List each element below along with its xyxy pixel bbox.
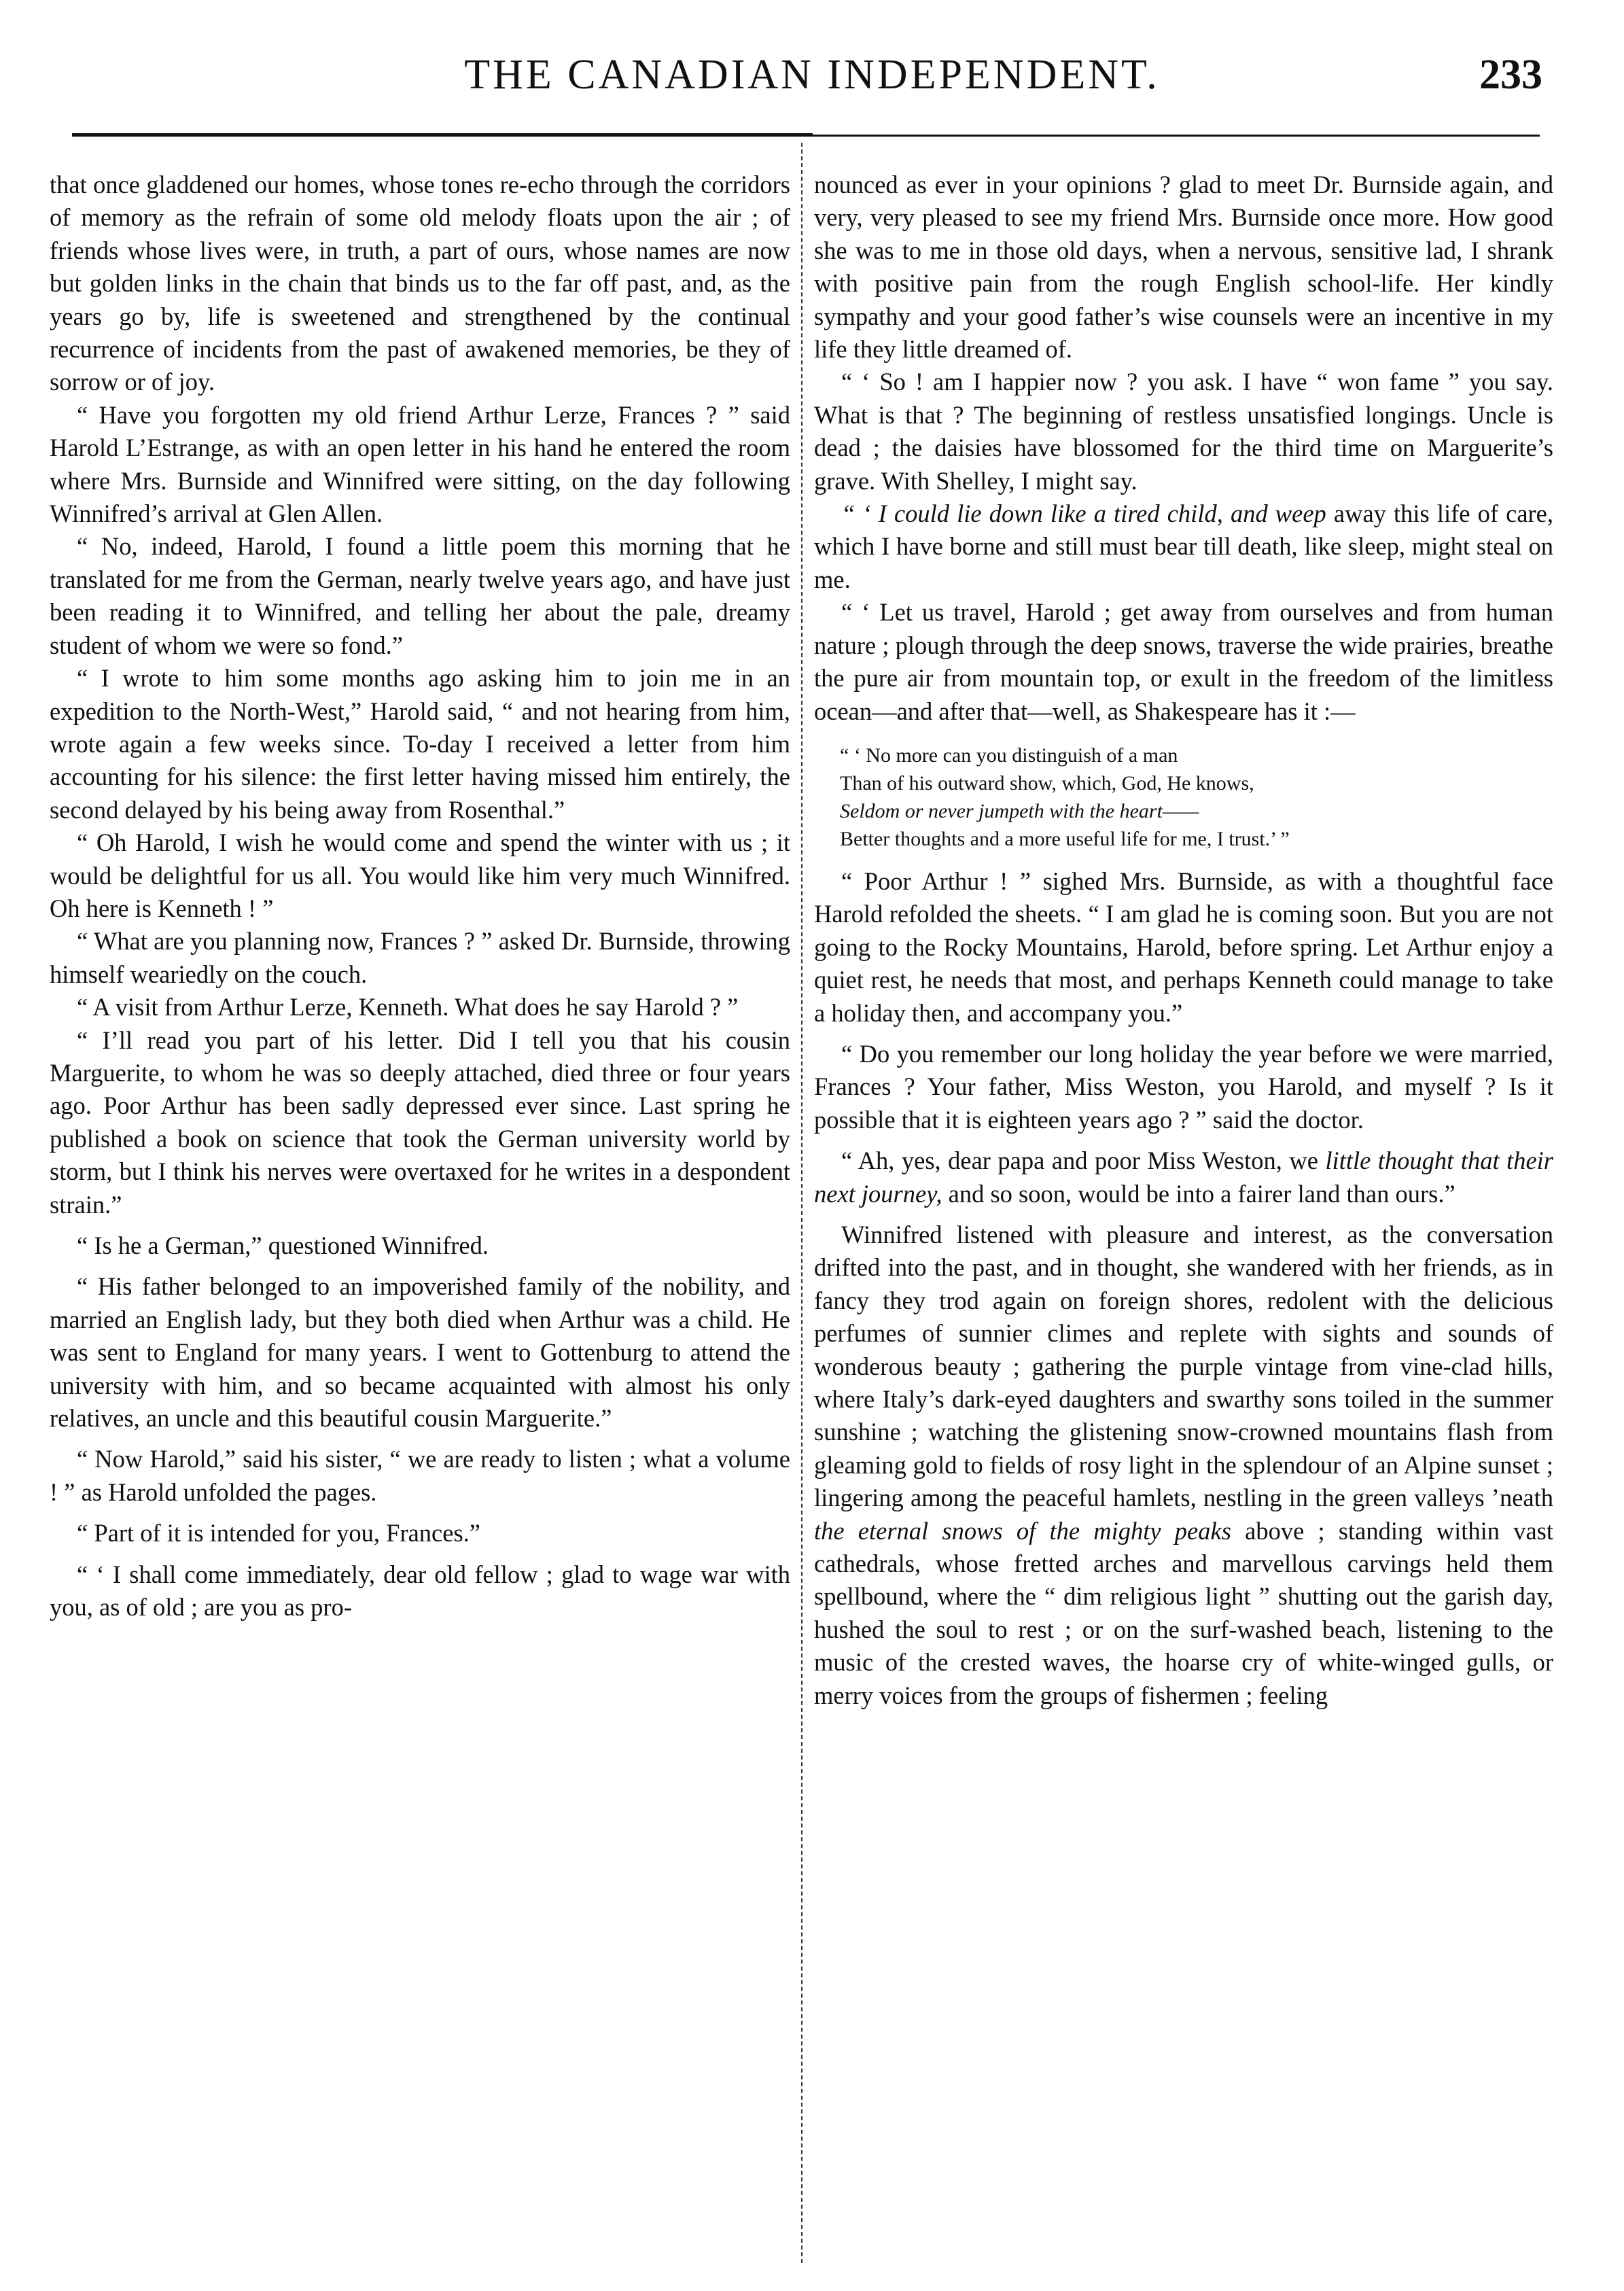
verse-line: “ ‘ No more can you distinguish of a man — [840, 744, 1178, 767]
paragraph: “ No, indeed, Harold, I found a little poem this morning that he translated for me from the German, nearly twelve years ago, and have just been reading it to Winnifred, and telling her about the pale, dreamy student of whom we were so fond.” — [50, 532, 790, 659]
paragraph-text: and so soon, would be into a fairer land than ours.” — [948, 1179, 1455, 1208]
page-header — [75, 48, 1549, 102]
page-number: 233 — [1479, 52, 1542, 98]
italic-quotation: “ ‘ I could lie down like a tired child, and weep — [841, 500, 1326, 528]
paragraph: that once gladdened our homes, whose tones re-echo through the corridors of memory as the refrain of some old melody floats upon the air ; of friends whose lives were, in truth, a part of ours, whose names are now but golden links in the chain that binds us to the far off past, and, as the years go by, life is sweetened and strengthened by the continual recurrence of incidents from the past of awakened memories, be they of sorrow or of joy. — [50, 171, 790, 396]
paragraph-text: “ Ah, yes, dear papa and poor Miss Weston, we — [841, 1147, 1318, 1175]
masthead-title: THE CANADIAN INDEPENDENT. — [464, 52, 1160, 98]
paragraph: “ Do you remember our long holiday the year before we were married, Frances ? Your father, Miss Weston, you Harold, and myself ? Is it possible that it is eighteen years ago ? ” said the doctor. — [814, 1039, 1553, 1134]
paragraph: “ ‘ So ! am I happier now ? you ask. I have “ won fame ” you say. What is that ? The beginning of restless unsatisfied longings. Uncle is dead ; the daisies have blossomed for the third time on Marguerite’s grave. With Shelley, I might say. — [814, 368, 1553, 495]
paragraph: “ I’ll read you part of his letter. Did I tell you that his cousin Marguerite, to whom he was so deeply attached, died three or four years ago. Poor Arthur has been sadly depressed ever since. Last spring he published a book on science that took the German university world by storm, but I think his nerves were overtaxed for he writes in a despondent strain.” — [50, 1026, 790, 1219]
paragraph: “ His father belonged to an impoverished family of the nobility, and married an English lady, but they both died when Arthur was a child. He was sent to England for many years. I went to Gottenburg to attend the university with him, and so became acquainted with almost his only relatives, an uncle and this beautiful cousin Marguerite.” — [50, 1272, 790, 1433]
italic-phrase: little thought that their next journey, — [814, 1147, 1553, 1208]
paragraph: “ Is he a German,” questioned Winnifred. — [77, 1231, 489, 1259]
paragraph-text: Winnifred listened with pleasure and interest, as the conversation drifted into the past, and in thought, she wandered with her friends, as in fancy they trod again on foreign shores, redolent with the delicious perfumes of sunnier climes and replete with sights and sounds of wonderous beauty ; gathering the purple vintage from vine-clad hills, where Italy’s dark-eyed daughters and swarthy sons toiled in the summer sunshine ; watching the glistening snow-crowned mountains flash from gleaming gold to fields of rosy light in the splendour of an Alpine sunset ; lingering among the peaceful hamlets, nestling in the green valleys ’neath — [814, 1220, 1553, 1512]
verse-quotation — [840, 741, 1553, 853]
paragraph: “ What are you planning now, Frances ? ” asked Dr. Burnside, throwing himself weariedly on the couch. — [50, 927, 790, 988]
verse-line: Better thoughts and a more useful life for me, I trust.’ ” — [840, 827, 1290, 850]
verse-line: Than of his outward show, which, God, He knows, — [840, 771, 1254, 794]
paragraph: “ ‘ I shall come immediately, dear old fellow ; glad to wage war with you, as of old ; are you as pro- — [50, 1560, 790, 1622]
paragraph: “ A visit from Arthur Lerze, Kenneth. What does he say Harold ? ” — [77, 993, 739, 1021]
paragraph — [814, 1144, 1553, 1210]
paragraph — [814, 497, 1553, 596]
paragraph: “ Have you forgotten my old friend Arthur Lerze, Frances ? ” said Harold L’Estrange, as with an open letter in his hand he entered the room where Mrs. Burnside and Winnifred were sitting, on the day following Winnifred’s arrival at Glen Allen. — [50, 400, 790, 528]
paragraph: “ Poor Arthur ! ” sighed Mrs. Burnside, as with a thoughtful face Harold refolded the sheets. “ I am glad he is coming soon. But you are not going to the Rocky Mountains, Harold, before spring. Let Arthur enjoy a quiet rest, he needs that most, and perhaps Kenneth could manage to take a holiday then, and accompany you.” — [814, 867, 1553, 1027]
italic-phrase: the eternal snows of the mighty peaks — [814, 1516, 1231, 1545]
verse-line-italic: Seldom or never jumpeth with the heart—— — [840, 799, 1199, 822]
paragraph: “ ‘ Let us travel, Harold ; get away from ourselves and from human nature ; plough through the deep snows, traverse the wide prairies, breathe the pure air from mountain top, or exult in the freedom of the limitless ocean—and after that—well, as Shakespeare has it :— — [814, 598, 1553, 725]
paragraph-text: away this life of care, which I have borne and still must bear till death, like sleep, might steal on me. — [814, 500, 1553, 593]
left-column — [50, 169, 790, 1624]
header-rule-right — [813, 135, 1540, 137]
paragraph: “ Now Harold,” said his sister, “ we are ready to listen ; what a volume ! ” as Harold unfolded the pages. — [50, 1445, 790, 1506]
paragraph: “ I wrote to him some months ago asking him to join me in an expedition to the North-West,” Harold said, “ and not hearing from him, wrote again a few weeks since. To-day I received a letter from him accounting for his silence: the first letter having missed him entirely, the second delayed by his being away from Rosenthal.” — [50, 664, 790, 824]
right-column — [814, 169, 1553, 1712]
header-rule-left — [72, 133, 813, 137]
paragraph-text: above ; standing within vast cathedrals, whose fretted arches and marvellous carvings held them spellbound, where the “ dim religious light ” shutting out the garish day, hushed the soul to rest ; or on the surf-washed beach, listening to the music of the crested waves, the hoarse cry of white-winged gulls, or merry voices from the groups of fishermen ; feeling — [814, 1516, 1554, 1709]
paragraph — [814, 1219, 1553, 1712]
paragraph: nounced as ever in your opinions ? glad to meet Dr. Burnside again, and very, very pleased to see my friend Mrs. Burnside once more. How good she was to me in those old days, when a nervous, sensitive lad, I shrank with positive pain from the rough English school-life. Her kindly sympathy and your good father’s wise counsels were an incentive in my life they little dreamed of. — [814, 171, 1553, 364]
verse-line — [840, 797, 1553, 825]
paragraph: “ Part of it is intended for you, Frances.” — [77, 1519, 480, 1547]
paragraph: “ Oh Harold, I wish he would come and spend the winter with us ; it would be delightful for us all. You would like him very much Winnifred. Oh here is Kenneth ! ” — [50, 828, 790, 922]
column-divider — [801, 143, 802, 2263]
